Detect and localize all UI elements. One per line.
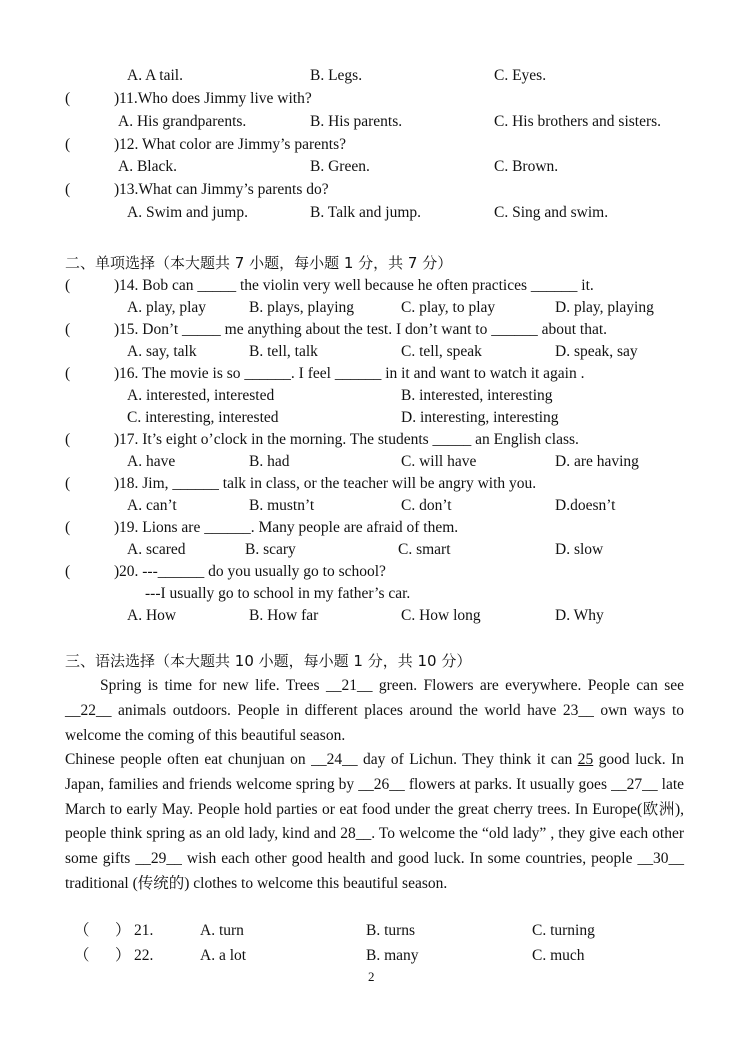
option-b: B. Green.: [310, 158, 370, 175]
question-stem: 16. The movie is so ______. I feel ______ in it and want to watch it again .: [119, 365, 585, 382]
option-a: A. turn: [200, 922, 244, 939]
answer-bracket-open[interactable]: (: [65, 563, 71, 580]
question-stem: 11.Who does Jimmy live with?: [119, 90, 312, 107]
answer-bracket-open[interactable]: (: [65, 365, 71, 382]
section-heading: 三、语法选择（本大题共 10 小题，每小题 1 分，共 10 分）: [65, 652, 472, 670]
blank-22: __22__: [65, 701, 112, 719]
option-d: D. are having: [555, 453, 639, 470]
answer-bracket-open[interactable]: （: [74, 922, 90, 939]
option-a: A. A tail.: [127, 67, 183, 84]
blank-29: __29__: [135, 850, 182, 868]
option-b: B. His parents.: [310, 113, 403, 130]
question-stem: 17. It’s eight o’clock in the morning. The students _____ an English class.: [119, 431, 579, 448]
option-b: B. How far: [249, 607, 319, 624]
option-a: A. His grandparents.: [118, 113, 247, 130]
question-stem: 19. Lions are ______. Many people are afraid of them.: [119, 519, 459, 536]
question-stem: 18. Jim, ______ talk in class, or the teacher will be angry with you.: [119, 475, 537, 492]
option-d: D.doesn’t: [555, 497, 616, 514]
option-b: B. tell, talk: [249, 343, 318, 360]
answer-bracket-close: ): [114, 90, 120, 107]
option-a: A. say, talk: [127, 343, 197, 360]
answer-bracket-open[interactable]: (: [65, 431, 71, 448]
option-a: A. play, play: [127, 299, 207, 316]
blank-23: 23__: [562, 701, 594, 719]
option-b: B. scary: [245, 541, 296, 558]
question-stem: 14. Bob can _____ the violin very well because he often practices ______ it.: [119, 277, 594, 294]
option-c: C. Sing and swim.: [494, 204, 609, 221]
option-a: A. a lot: [200, 947, 247, 964]
answer-bracket-open[interactable]: （: [74, 947, 90, 964]
answer-bracket-close: ): [114, 475, 120, 492]
option-d: D. slow: [555, 541, 604, 558]
page-number: 2: [368, 969, 375, 984]
option-c: C. turning: [532, 922, 595, 939]
answer-bracket-close: ): [114, 136, 120, 153]
answer-bracket-close: ): [114, 365, 120, 382]
option-c: C. smart: [398, 541, 451, 558]
blank-25: 25: [577, 751, 594, 768]
option-a: A. Black.: [118, 158, 177, 175]
cloze-passage-2: Chinese people often eat chunjuan on __24__ day of Lichun. They think it can 25 good luck. In Japan, families and friends welcome spring by __26__ flowers at parks. It usually goes __27__ late March to early May. People hold parties or eat food under the great cherry trees. In Europe(欧洲), people think spring as an old lady, kind and 28__. To welcome the “old lady” , they give each other some gifts __29__ wish each other good health and good luck. In some countries, people __30__ traditional (传统的) clothes to welcome this beautiful season.: [65, 751, 685, 892]
question-stem: 15. Don’t _____ me anything about the test. I don’t want to ______ about that.: [119, 321, 608, 338]
dialogue-reply: ---I usually go to school in my father’s car.: [145, 585, 411, 602]
answer-bracket-open[interactable]: (: [65, 519, 71, 536]
option-b: B. Legs.: [310, 67, 363, 84]
option-d: D. Why: [555, 607, 604, 624]
option-a: A. scared: [127, 541, 186, 558]
answer-bracket-close: ）: [115, 947, 131, 964]
answer-bracket-open[interactable]: (: [65, 321, 71, 338]
option-d: D. interesting, interesting: [401, 409, 559, 426]
question-stem: 12. What color are Jimmy’s parents?: [119, 136, 346, 153]
option-c: C. Brown.: [494, 158, 559, 175]
question-number: 22.: [134, 947, 154, 964]
answer-bracket-close: ): [114, 181, 120, 198]
answer-bracket-open[interactable]: (: [65, 90, 71, 107]
option-c: C. His brothers and sisters.: [494, 113, 662, 130]
answer-bracket-close: ): [114, 321, 120, 338]
blank-30: __30__: [637, 850, 684, 868]
section-heading: 二、单项选择（本大题共 7 小题，每小题 1 分，共 7 分）: [65, 254, 453, 272]
option-b: B. mustn’t: [249, 497, 315, 514]
question-stem: 20. ---______ do you usually go to school?: [119, 563, 386, 580]
option-a: A. can’t: [127, 497, 177, 514]
option-b: B. had: [249, 453, 290, 470]
blank-27: __27__: [611, 775, 658, 793]
option-a: A. interested, interested: [127, 387, 275, 404]
option-c: C. will have: [401, 453, 477, 470]
answer-bracket-close: ）: [115, 922, 131, 939]
option-b: B. many: [366, 947, 419, 964]
answer-bracket-open[interactable]: (: [65, 136, 71, 153]
option-a: A. How: [127, 607, 177, 624]
option-a: A. Swim and jump.: [127, 204, 248, 221]
answer-bracket-open[interactable]: (: [65, 475, 71, 492]
option-b: B. plays, playing: [249, 299, 355, 316]
option-c: C. play, to play: [401, 299, 496, 316]
option-c: C. How long: [401, 607, 481, 624]
option-a: A. have: [127, 453, 176, 470]
option-b: B. Talk and jump.: [310, 204, 421, 221]
blank-24: __24__: [311, 751, 358, 768]
blank-21: __21__: [325, 677, 373, 694]
question-number: 21.: [134, 922, 154, 939]
answer-bracket-close: ): [114, 563, 120, 580]
option-c: C. tell, speak: [401, 343, 482, 360]
answer-bracket-close: ): [114, 277, 120, 294]
answer-bracket-open[interactable]: (: [65, 277, 71, 294]
question-stem: 13.What can Jimmy’s parents do?: [119, 181, 329, 198]
option-c: C. interesting, interested: [127, 409, 279, 426]
blank-28: 28__: [340, 825, 372, 843]
option-b: B. turns: [366, 922, 416, 939]
option-b: B. interested, interesting: [401, 387, 553, 404]
option-c: C. Eyes.: [494, 67, 547, 84]
answer-bracket-close: ): [114, 431, 120, 448]
cloze-passage: Spring is time for new life. Trees __21__ green. Flowers are everywhere. People can see __22__ animals outdoors. People in different places around the world have 23__ own ways to welcome the coming of this beautiful season.: [65, 677, 685, 744]
answer-bracket-open[interactable]: (: [65, 181, 71, 198]
option-d: D. speak, say: [555, 343, 638, 360]
blank-26: __26__: [358, 775, 405, 793]
option-c: C. don’t: [401, 497, 452, 514]
option-c: C. much: [532, 947, 585, 964]
answer-bracket-close: ): [114, 519, 120, 536]
option-d: D. play, playing: [555, 299, 654, 316]
